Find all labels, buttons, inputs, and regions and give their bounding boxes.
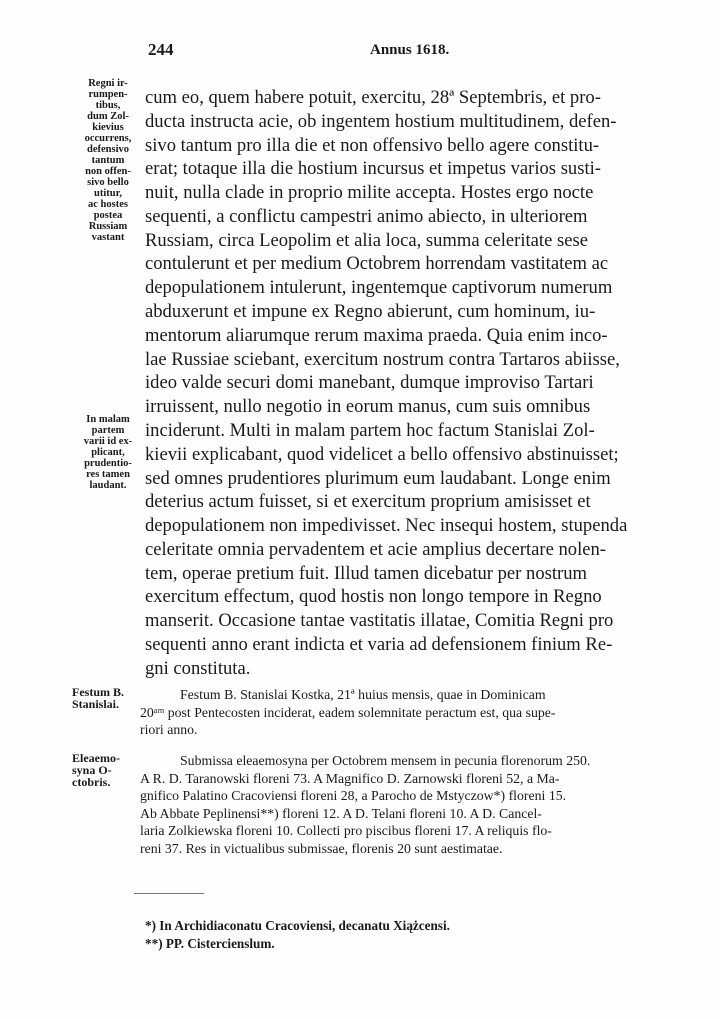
- margin-note-line: rumpen-: [88, 89, 128, 100]
- text-line: Russiam, circa Leopolim et alia loca, summa celeritate sese: [145, 229, 588, 251]
- margin-note-line: vastant: [91, 232, 125, 243]
- margin-note-line: tantum: [91, 155, 125, 166]
- entry-line: Ab Abbate Peplinensi**) floreni 12. A D. Telani floreni 10. A D. Cancel-: [140, 805, 542, 821]
- margin-note-line: utitur,: [94, 188, 122, 199]
- text-line: depopulationem intulerunt, ingentemque captivorum numerum: [145, 277, 613, 299]
- entry-line: riori anno.: [140, 722, 198, 738]
- entry-line: 20ᵃᵐ post Pentecosten inciderat, eadem solemnitate peractum est, qua supe-: [140, 704, 556, 720]
- text-line: mentorum aliarumque rerum maxima praeda. Quia enim inco-: [145, 324, 608, 346]
- text-line: abduxerunt et impune ex Regno abierunt, cum hominum, iu-: [145, 301, 596, 323]
- margin-note-line: defensivo: [87, 144, 129, 155]
- margin-note-line: ac hostes: [88, 199, 128, 210]
- text-line: sivo tantum pro illa die et non offensivo bello agere constitu-: [145, 134, 600, 156]
- text-line: lae Russiae sciebant, exercitum nostrum contra Tartaros abiisse,: [145, 348, 620, 370]
- margin-note-line: varii id ex-: [83, 436, 133, 447]
- margin-note-line: Russiam: [88, 221, 128, 232]
- entry-label-line: Eleaemo-: [72, 751, 120, 765]
- text-line: sequenti anno erant indicta et varia ad defensionem finium Re-: [145, 633, 613, 655]
- entry-body: [140, 686, 720, 739]
- margin-note-line: kievius: [92, 122, 124, 133]
- text-line: cum eo, quem habere potuit, exercitu, 28ª Septembris, et pro-: [145, 87, 601, 108]
- text-line: erat; totaque illa die hostium incursus et impetus varios susti-: [145, 158, 601, 180]
- margin-note-line: plicant,: [91, 447, 125, 458]
- entry-line: laria Zolkiewska floreni 10. Collecti pro piscibus floreni 17. A reliquis flo-: [140, 823, 552, 839]
- text-line: gni constituta.: [145, 657, 251, 679]
- margin-note-line: sivo bello: [87, 177, 129, 188]
- page-number: 244: [148, 40, 174, 59]
- margin-note-line: dum Zol-: [87, 111, 129, 122]
- margin-note-line: partem: [91, 425, 125, 436]
- entry-line: gnifico Palatino Cracoviensi floreni 28, a Parocho de Mstyczow*) floreni 15.: [140, 788, 567, 804]
- margin-note-line: prudentio-: [84, 458, 132, 469]
- entry-label-line: syna O-: [72, 763, 112, 777]
- footnote-rule: [134, 893, 204, 894]
- text-line: ideo valde securi domi manebant, dumque improviso Tartari: [145, 372, 594, 394]
- margin-note-line: res tamen: [86, 469, 130, 480]
- margin-note-in-malam: [68, 414, 148, 491]
- entry-line: Submissa eleaemosyna per Octobrem mensem in pecunia florenorum 250.: [180, 753, 591, 768]
- text-line: exercitum effectum, quod hostis non longo tempore in Regno: [145, 586, 602, 608]
- text-line: sequenti, a conflictu campestri animo abiecto, in ulteriorem: [145, 205, 588, 227]
- entry-body: [140, 752, 720, 858]
- entry-label: [72, 752, 138, 788]
- page-header: [148, 40, 668, 68]
- margin-note-line: laudant.: [89, 480, 127, 491]
- text-line: celeritate omnia pervadentem et acie amplius decertare nolen-: [145, 538, 606, 560]
- margin-note-line: non offen-: [85, 166, 131, 177]
- footnote-1: *) In Archidiaconatu Cracoviensi, decanatu Xiążcensi.: [145, 918, 450, 933]
- entry-line: A R. D. Taranowski floreni 73. A Magnifico D. Zarnowski floreni 52, a Ma-: [140, 770, 560, 786]
- entry-line: reni 37. Res in victualibus submissae, florenis 20 sunt aestimatae.: [140, 840, 503, 856]
- entry-label-line: ctobris.: [72, 775, 111, 789]
- text-line: irruissent, nullo negotio in eorum manus, cum suis omnibus: [145, 396, 591, 418]
- text-line: manserit. Occasione tantae vastitatis illatae, Comitia Regni pro: [145, 610, 614, 632]
- text-line: tem, operae pretium fuit. Illud tamen dicebatur per nostrum: [145, 562, 587, 584]
- main-paragraph: [145, 86, 672, 681]
- running-title: Annus 1618.: [370, 42, 450, 58]
- entry-label-line: Festum B.: [72, 685, 124, 699]
- footnote-2: **) PP. Cistercienslum.: [145, 936, 275, 951]
- margin-note-line: postea: [93, 210, 123, 221]
- text-line: contulerunt et per medium Octobrem horrendam vastitatem ac: [145, 253, 609, 275]
- entry-line: Festum B. Stanislai Kostka, 21ª huius mensis, quae in Dominicam: [180, 687, 546, 702]
- entry-label: [72, 686, 138, 710]
- margin-note-line: tibus,: [95, 100, 121, 111]
- text-line: ducta instructa acie, ob ingentem hostium multitudinem, defen-: [145, 110, 617, 132]
- text-line: depopulationem non impedivisset. Nec insequi hostem, stupenda: [145, 515, 628, 537]
- margin-note-line: Regni ir-: [88, 78, 128, 89]
- text-line: nuit, nulla clade in proprio milite accepta. Hostes ergo nocte: [145, 182, 594, 204]
- margin-note-line: In malam: [86, 414, 130, 425]
- text-line: inciderunt. Multi in malam partem hoc factum Stanislai Zol-: [145, 419, 595, 441]
- text-line: kievii explicabant, quod videlicet a bello offensivo abstinuisset;: [145, 443, 619, 465]
- entry-label-line: Stanislai.: [72, 697, 120, 711]
- margin-note-regni: [68, 78, 148, 243]
- text-line: sed omnes prudentiores plurimum eum laudabant. Longe enim: [145, 467, 611, 489]
- text-line: deterius actum fuisset, si et exercitum proprium amisisset et: [145, 491, 591, 513]
- margin-note-line: occurrens,: [84, 133, 132, 144]
